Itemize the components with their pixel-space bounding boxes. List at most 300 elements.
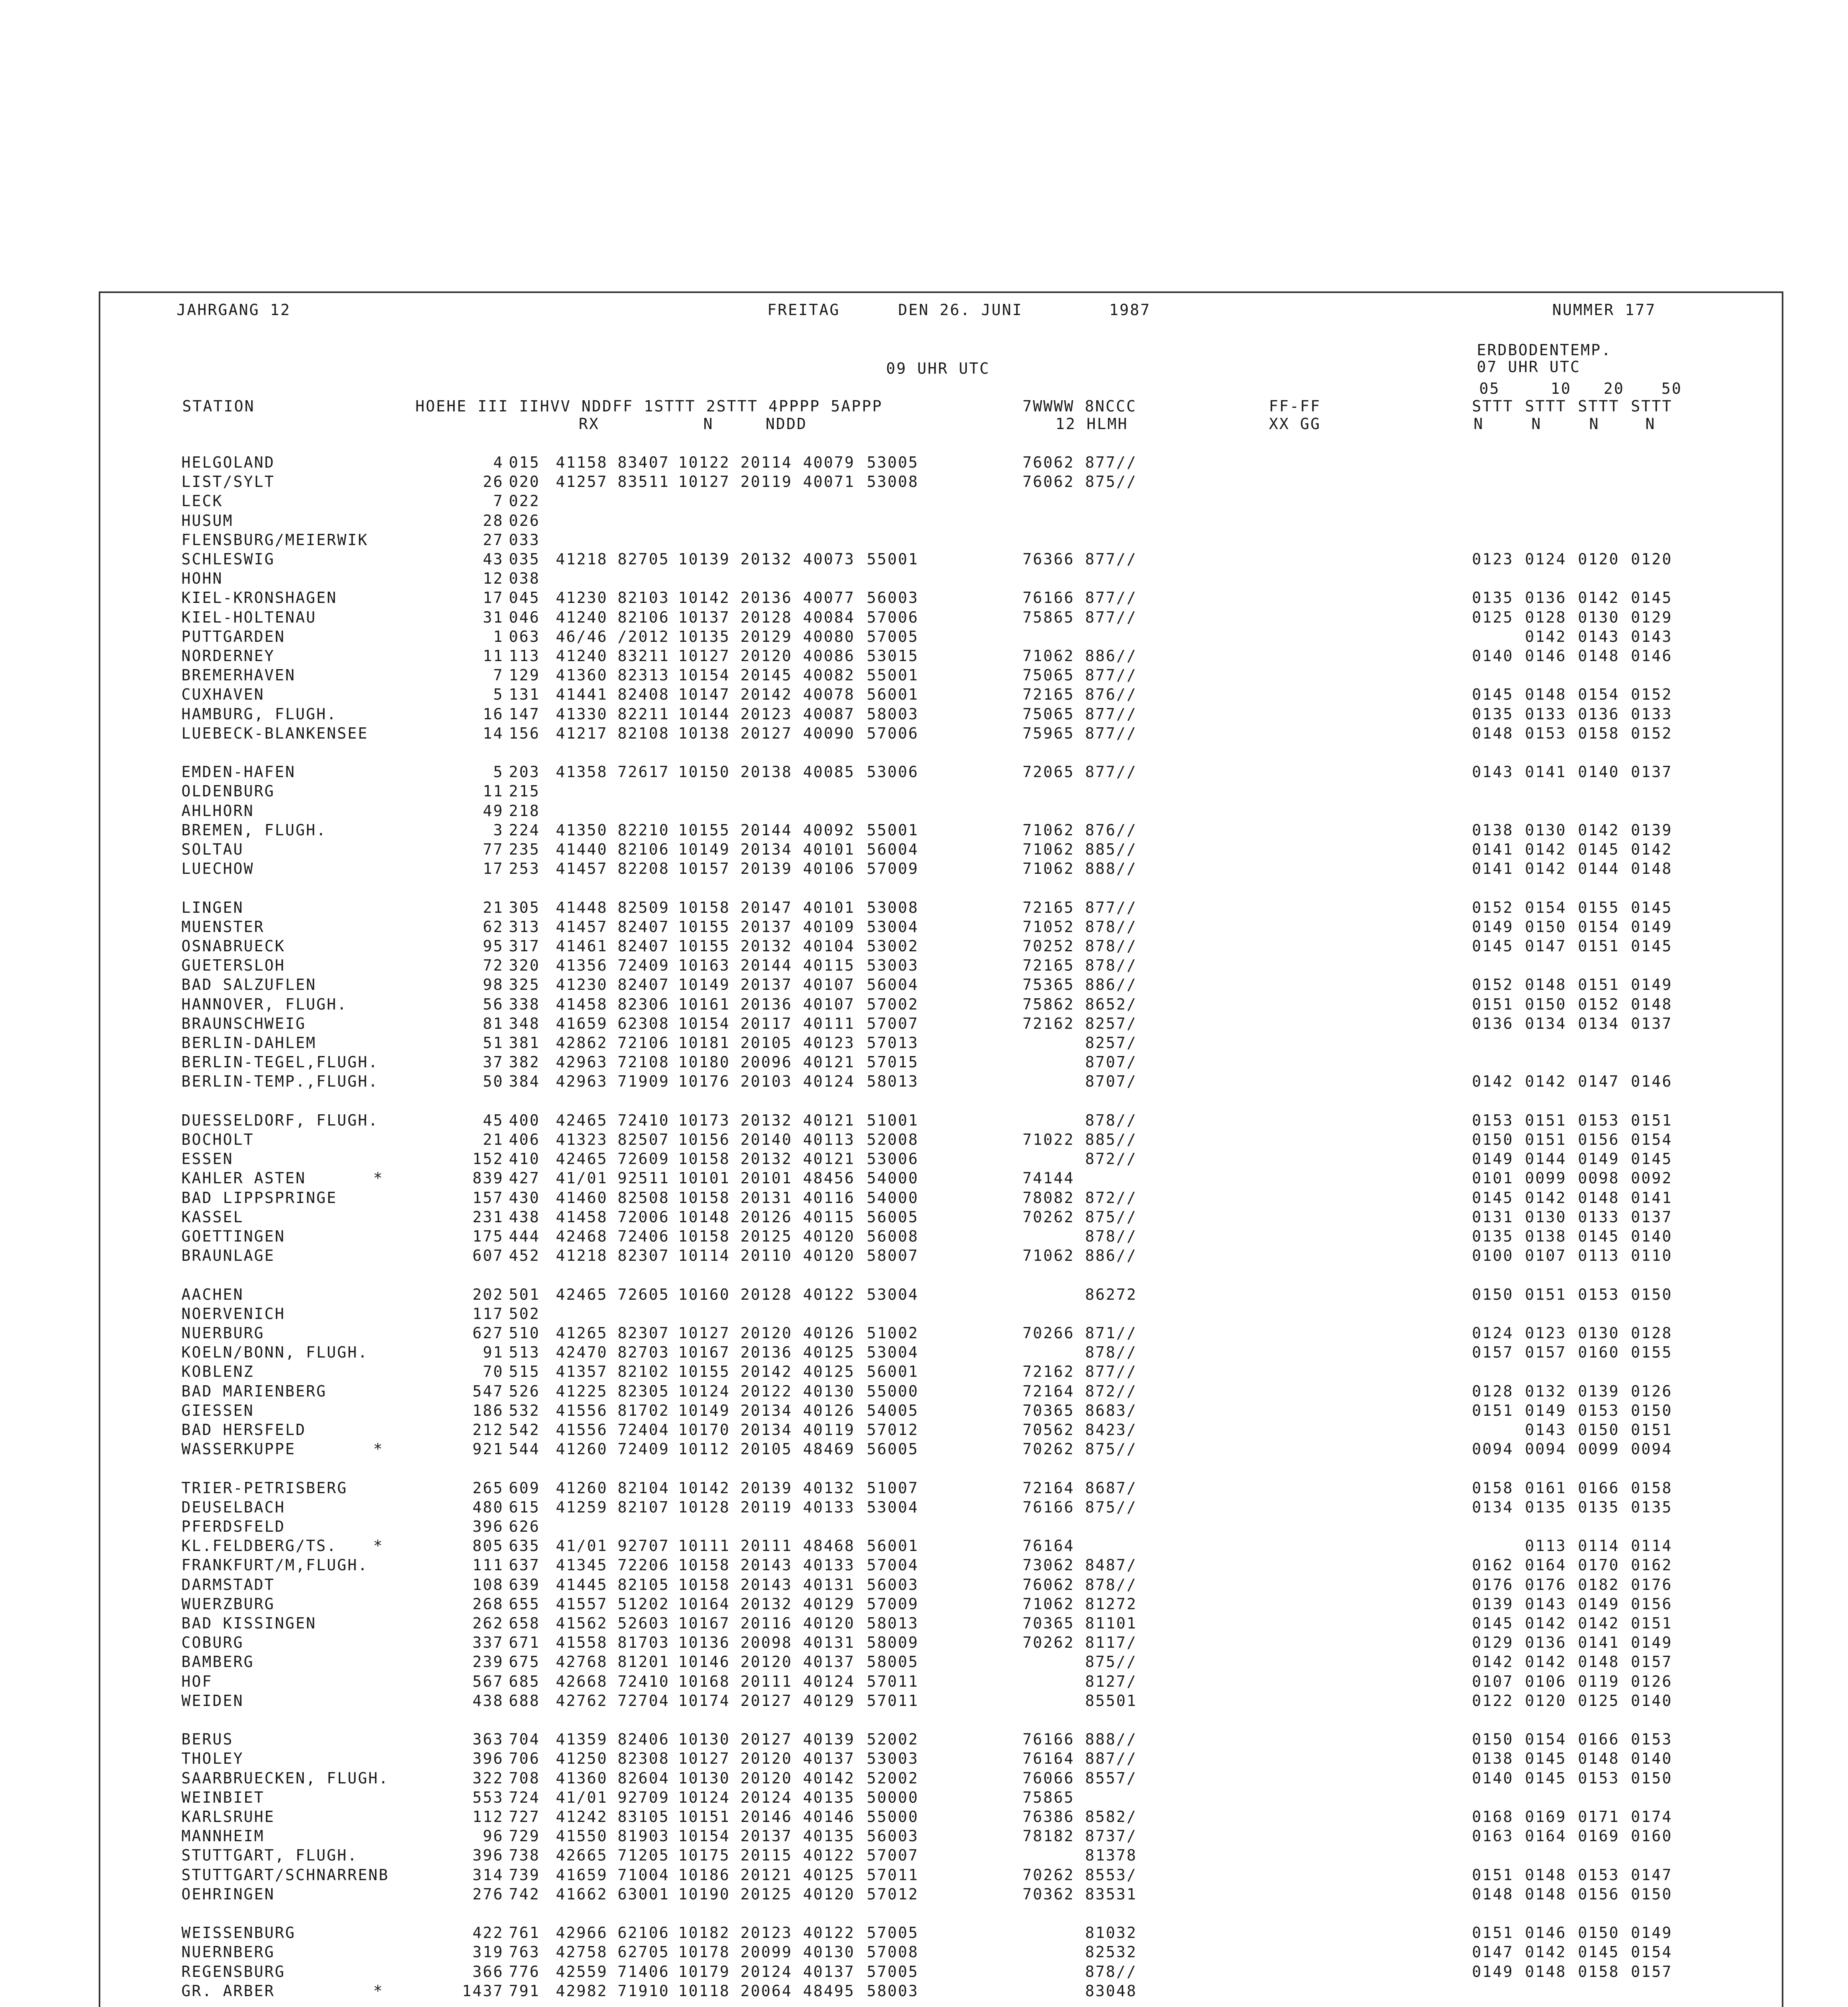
obs-group: 40115 [803,957,855,974]
station-height: 49 [483,802,504,820]
obs-group: 41659 [556,1866,608,1884]
obs-group: 20101 [740,1169,793,1187]
station-height: 175 [472,1227,504,1245]
obs-group: 20137 [740,976,793,993]
obs-group: 82208 [618,860,670,877]
soil-temp: 0128 [1472,1382,1514,1400]
station-index: 637 [509,1556,540,1574]
soil-temp: 0107 [1525,1247,1567,1264]
soil-temp: 0092 [1631,1169,1673,1187]
obs-group: 10127 [678,1750,730,1767]
obs-group: 20120 [740,1750,793,1767]
obs-group: 878// [1085,1343,1137,1361]
obs-group: 72410 [618,1673,670,1690]
soil-temp: 0134 [1578,1015,1620,1032]
obs-group: 41/01 [556,1789,608,1806]
soil-temp: 0137 [1631,763,1673,781]
obs-group: 82307 [618,1324,670,1342]
obs-group: 72609 [618,1150,670,1168]
obs-group: 42468 [556,1227,608,1245]
station-index: 033 [509,531,540,549]
depth-50: 50 [1661,380,1682,397]
obs-group: 877// [1085,1363,1137,1380]
obs-group: 50000 [867,1789,919,1806]
station-name: STUTTGART, FLUGH. [181,1846,358,1864]
soil-temp: 0160 [1578,1343,1620,1361]
obs-group: 877// [1085,550,1137,568]
station-index: 688 [509,1692,540,1710]
soil-temp: 0156 [1578,1885,1620,1903]
station-height: 239 [472,1653,504,1671]
station-index: 671 [509,1634,540,1651]
station-index: 384 [509,1073,540,1090]
obs-group: 41556 [556,1402,608,1419]
obs-group: 871// [1085,1324,1137,1342]
soil-temp: 0150 [1578,1924,1620,1942]
obs-group: 40137 [803,1653,855,1671]
obs-group: 72162 [1023,1015,1075,1032]
soil-temp: 0142 [1525,628,1567,645]
obs-group: 92707 [618,1537,670,1555]
station-height: 98 [483,976,504,993]
station-name: WEINBIET [181,1789,265,1806]
station-index: 615 [509,1498,540,1516]
obs-group: 40106 [803,860,855,877]
station-name: MUENSTER [181,918,265,936]
obs-group: 41457 [556,860,608,877]
obs-group: 81378 [1085,1846,1137,1864]
obs-group: 42762 [556,1692,608,1710]
obs-group: 878// [1085,918,1137,936]
obs-group: 58003 [867,1982,919,2000]
obs-group: 20117 [740,1015,793,1032]
obs-group: 20103 [740,1073,793,1090]
soil-temp: 0145 [1472,1614,1514,1632]
mountain-marker: * [373,1537,384,1555]
mountain-marker: * [373,1440,384,1458]
soil-temp: 0154 [1525,899,1567,916]
soil-temp: 0148 [1578,1653,1620,1671]
station-height: 438 [472,1692,504,1710]
obs-group: 20128 [740,1286,793,1303]
soil-temp: 0113 [1578,1247,1620,1264]
depth-sub-10: N [1531,415,1542,433]
obs-group: 41662 [556,1885,608,1903]
obs-group: 40116 [803,1189,855,1207]
station-name: BREMERHAVEN [181,666,296,684]
obs-group: 40135 [803,1827,855,1845]
station-index: 515 [509,1363,540,1380]
station-height: 51 [483,1034,504,1052]
obs-group: 20143 [740,1556,793,1574]
obs-group: 878// [1085,1111,1137,1129]
station-index: 430 [509,1189,540,1207]
obs-group: 82703 [618,1343,670,1361]
station-height: 152 [472,1150,504,1168]
obs-group: 20125 [740,1227,793,1245]
obs-group: 40079 [803,454,855,471]
station-height: 17 [483,860,504,877]
obs-group: 41250 [556,1750,608,1767]
soil-temp: 0114 [1631,1537,1673,1555]
obs-group: 40133 [803,1498,855,1516]
soil-temp: 0143 [1631,628,1673,645]
obs-group: 41/01 [556,1537,608,1555]
obs-group: 76062 [1023,473,1075,491]
obs-group: 72164 [1023,1479,1075,1497]
obs-group: 41458 [556,1208,608,1226]
obs-group: 10158 [678,1150,730,1168]
obs-group: 41457 [556,918,608,936]
depth-10: 10 [1551,380,1572,397]
station-height: 70 [483,1363,504,1380]
ff-header-1: FF-FF [1269,397,1321,415]
obs-group: 20146 [740,1808,793,1826]
soil-temp: 0149 [1631,976,1673,993]
station-height: 212 [472,1421,504,1439]
station-index: 739 [509,1866,540,1884]
obs-group: 92511 [618,1169,670,1187]
obs-group: 20125 [740,1885,793,1903]
obs-group: 40120 [803,1885,855,1903]
obs-group: 76164 [1023,1750,1075,1767]
station-index: 224 [509,821,540,839]
obs-group: 41259 [556,1498,608,1516]
station-name: NORDERNEY [181,647,275,665]
obs-group: 878// [1085,1963,1137,1981]
station-index: 658 [509,1614,540,1632]
obs-group: 83105 [618,1808,670,1826]
soil-temp: 0144 [1578,860,1620,877]
issue-number: NUMMER 177 [1552,301,1656,319]
obs-group: 20120 [740,647,793,665]
station-height: 265 [472,1479,504,1497]
obs-group: 888// [1085,1730,1137,1748]
obs-group: 20132 [740,1111,793,1129]
mountain-marker: * [373,1169,384,1187]
obs-group: 57006 [867,725,919,742]
obs-group: 10139 [678,550,730,568]
station-index: 156 [509,725,540,742]
obs-group: 41550 [556,1827,608,1845]
soil-temp: 0140 [1631,1692,1673,1710]
soil-temp: 0133 [1631,705,1673,723]
obs-group: 20122 [740,1382,793,1400]
soil-temp: 0122 [1472,1692,1514,1710]
soil-temp: 0149 [1525,1402,1567,1419]
station-height: 56 [483,995,504,1013]
obs-group: 40107 [803,976,855,993]
soil-temp: 0154 [1525,1730,1567,1748]
obs-group: 57002 [867,995,919,1013]
obs-group: 10155 [678,918,730,936]
obs-group: 8117/ [1085,1634,1137,1651]
soil-temp: 0152 [1578,995,1620,1013]
obs-group: 10158 [678,1227,730,1245]
station-index: 015 [509,454,540,471]
station-name: BERLIN-TEMP.,FLUGH. [181,1073,379,1090]
obs-group: 57015 [867,1053,919,1071]
station-height: 21 [483,899,504,916]
obs-group: 10146 [678,1653,730,1671]
soil-temp: 0151 [1472,995,1514,1013]
obs-group: 82105 [618,1576,670,1594]
obs-group: 10155 [678,937,730,955]
obs-group: 877// [1085,705,1137,723]
station-name: HOF [181,1673,213,1690]
soil-temp: 0176 [1631,1576,1673,1594]
obs-group: 8553/ [1085,1866,1137,1884]
station-name: LUEBECK-BLANKENSEE [181,725,368,742]
soil-temp: 0142 [1472,1073,1514,1090]
soil-temp: 0133 [1578,1208,1620,1226]
obs-group: 71205 [618,1846,670,1864]
soil-temp: 0151 [1578,937,1620,955]
obs-group: 877// [1085,454,1137,471]
station-height: 396 [472,1518,504,1535]
station-height: 50 [483,1073,504,1090]
obs-group: 41556 [556,1421,608,1439]
obs-group: 72006 [618,1208,670,1226]
obs-group: 72165 [1023,899,1075,916]
obs-group: 875// [1085,1208,1137,1226]
obs-group: 57007 [867,1846,919,1864]
soil-temp-time: 07 UHR UTC [1477,358,1581,376]
station-index: 763 [509,1943,540,1961]
soil-temp: 0141 [1631,1189,1673,1207]
station-height: 5 [493,686,504,703]
soil-temp: 0138 [1472,821,1514,839]
obs-group: 875// [1085,1653,1137,1671]
obs-group: 40125 [803,1343,855,1361]
station-height: 322 [472,1769,504,1787]
obs-group: 72106 [618,1034,670,1052]
station-name: FRANKFURT/M,FLUGH. [181,1556,368,1574]
obs-group: 41260 [556,1479,608,1497]
soil-temp: 0146 [1525,647,1567,665]
station-name: NUERNBERG [181,1943,275,1961]
soil-temp: 0110 [1631,1247,1673,1264]
obs-group: 55001 [867,550,919,568]
obs-group: 40132 [803,1479,855,1497]
obs-group: 57012 [867,1885,919,1903]
obs-group: 76386 [1023,1808,1075,1826]
obs-group: 20136 [740,995,793,1013]
obs-group: 82210 [618,821,670,839]
soil-temp: 0149 [1472,918,1514,936]
obs-group: 885// [1085,841,1137,858]
obs-group: 41230 [556,589,608,607]
obs-group: 877// [1085,899,1137,916]
obs-group: 8257/ [1085,1034,1137,1052]
soil-temp: 0176 [1472,1576,1514,1594]
obs-group: 72065 [1023,763,1075,781]
station-index: 626 [509,1518,540,1535]
obs-group: 20134 [740,1402,793,1419]
station-height: 314 [472,1866,504,1884]
obs-group: 40122 [803,1846,855,1864]
obs-group: 8557/ [1085,1769,1137,1787]
obs-group: 40139 [803,1730,855,1748]
obs-group: 82102 [618,1363,670,1380]
obs-group: 57012 [867,1421,919,1439]
obs-group: 41240 [556,647,608,665]
soil-temp: 0147 [1578,1073,1620,1090]
station-height: 12 [483,570,504,587]
station-name: STUTTGART/SCHNARRENB [181,1866,389,1884]
station-index: 313 [509,918,540,936]
obs-group: 53006 [867,763,919,781]
obs-group: 40126 [803,1324,855,1342]
obs-group: 41323 [556,1131,608,1148]
obs-group: 57007 [867,1015,919,1032]
soil-temp: 0142 [1525,1189,1567,1207]
soil-temp: 0164 [1525,1827,1567,1845]
soil-temp: 0128 [1525,609,1567,626]
obs-group: 74144 [1023,1169,1075,1187]
station-name: KARLSRUHE [181,1808,275,1826]
obs-group: 83407 [618,454,670,471]
soil-temp: 0160 [1631,1827,1673,1845]
obs-group: 20129 [740,628,793,645]
obs-group: 52603 [618,1614,670,1632]
obs-group: 20096 [740,1053,793,1071]
soil-temp: 0153 [1578,1866,1620,1884]
obs-group: 42758 [556,1943,608,1961]
soil-temp: 0135 [1472,705,1514,723]
station-name: COBURG [181,1634,244,1651]
soil-temp: 0136 [1578,705,1620,723]
obs-group: 46/46 [556,628,608,645]
soil-temp: 0149 [1472,1963,1514,1981]
obs-group: 72162 [1023,1363,1075,1380]
soil-temp: 0145 [1472,686,1514,703]
station-name: KIEL-KRONSHAGEN [181,589,337,607]
station-name: BREMEN, FLUGH. [181,821,327,839]
weekday-label: FREITAG [767,301,840,319]
station-height: 3 [493,821,504,839]
obs-group: 70252 [1023,937,1075,955]
obs-group: 42465 [556,1286,608,1303]
obs-group: 876// [1085,686,1137,703]
obs-group: 20139 [740,860,793,877]
station-name: GOETTINGEN [181,1227,285,1245]
soil-temp: 0141 [1472,860,1514,877]
obs-group: 886// [1085,647,1137,665]
obs-group: 42862 [556,1034,608,1052]
station-height: 480 [472,1498,504,1516]
soil-temp: 0162 [1472,1556,1514,1574]
soil-temp: 0150 [1472,1131,1514,1148]
obs-group: 40087 [803,705,855,723]
obs-group: 62705 [618,1943,670,1961]
soil-temp: 0153 [1578,1769,1620,1787]
soil-temp: 0144 [1525,1150,1567,1168]
soil-temp: 0168 [1472,1808,1514,1826]
obs-group: 75865 [1023,609,1075,626]
obs-group: 10167 [678,1343,730,1361]
obs-group: 72206 [618,1556,670,1574]
obs-group: 51001 [867,1111,919,1129]
obs-group: 10114 [678,1247,730,1264]
obs-group: 76166 [1023,1498,1075,1516]
obs-group: 8652/ [1085,995,1137,1013]
station-name: BAMBERG [181,1653,254,1671]
obs-group: 82408 [618,686,670,703]
station-height: 202 [472,1286,504,1303]
soil-temp: 0099 [1525,1169,1567,1187]
station-index: 526 [509,1382,540,1400]
obs-group: 876// [1085,821,1137,839]
station-index: 382 [509,1053,540,1071]
soil-temp: 0134 [1525,1015,1567,1032]
obs-group: 53004 [867,918,919,936]
obs-group: 40073 [803,550,855,568]
station-index: 452 [509,1247,540,1264]
soil-temp: 0148 [1525,1963,1567,1981]
soil-temp: 0139 [1472,1595,1514,1613]
obs-group: 62308 [618,1015,670,1032]
soil-temp: 0149 [1472,1150,1514,1168]
station-name: LECK [181,492,223,510]
station-height: 111 [472,1556,504,1574]
obs-group: 10130 [678,1769,730,1787]
soil-temp: 0138 [1525,1227,1567,1245]
station-height: 108 [472,1576,504,1594]
obs-group: 40101 [803,899,855,916]
obs-group: 10156 [678,1131,730,1148]
soil-temp: 0163 [1472,1827,1514,1845]
obs-group: 41461 [556,937,608,955]
soil-temp: 0154 [1631,1943,1673,1961]
soil-temp: 0149 [1578,1595,1620,1613]
station-name: AACHEN [181,1286,244,1303]
station-index: 348 [509,1015,540,1032]
soil-temp: 0133 [1525,705,1567,723]
obs-group: 10127 [678,647,730,665]
obs-group: 40122 [803,1924,855,1942]
soil-temp: 0145 [1631,899,1673,916]
obs-group: 40130 [803,1382,855,1400]
station-index: 406 [509,1131,540,1148]
obs-group: 20116 [740,1614,793,1632]
soil-temp: 0141 [1472,841,1514,858]
obs-group: 10112 [678,1440,730,1458]
soil-temp: 0158 [1631,1479,1673,1497]
depth-sub-05: N [1474,415,1484,433]
obs-group: 10101 [678,1169,730,1187]
obs-group: 10173 [678,1111,730,1129]
obs-group: 75865 [1023,1789,1075,1806]
obs-group: 83048 [1085,1982,1137,2000]
soil-temp: 0124 [1472,1324,1514,1342]
depth-label-20: STTT [1578,397,1620,415]
station-index: 147 [509,705,540,723]
obs-group: 40125 [803,1866,855,1884]
station-index: 020 [509,473,540,491]
obs-group: 40120 [803,1247,855,1264]
obs-group: 20105 [740,1440,793,1458]
station-name: AHLHORN [181,802,254,820]
obs-group: 10175 [678,1846,730,1864]
station-name: PFERDSFELD [181,1518,285,1535]
obs-group: 42982 [556,1982,608,2000]
station-index: 317 [509,937,540,955]
obs-group: 81032 [1085,1924,1137,1942]
obs-group: 20123 [740,705,793,723]
obs-group: 41242 [556,1808,608,1826]
station-name: WASSERKUPPE [181,1440,296,1458]
